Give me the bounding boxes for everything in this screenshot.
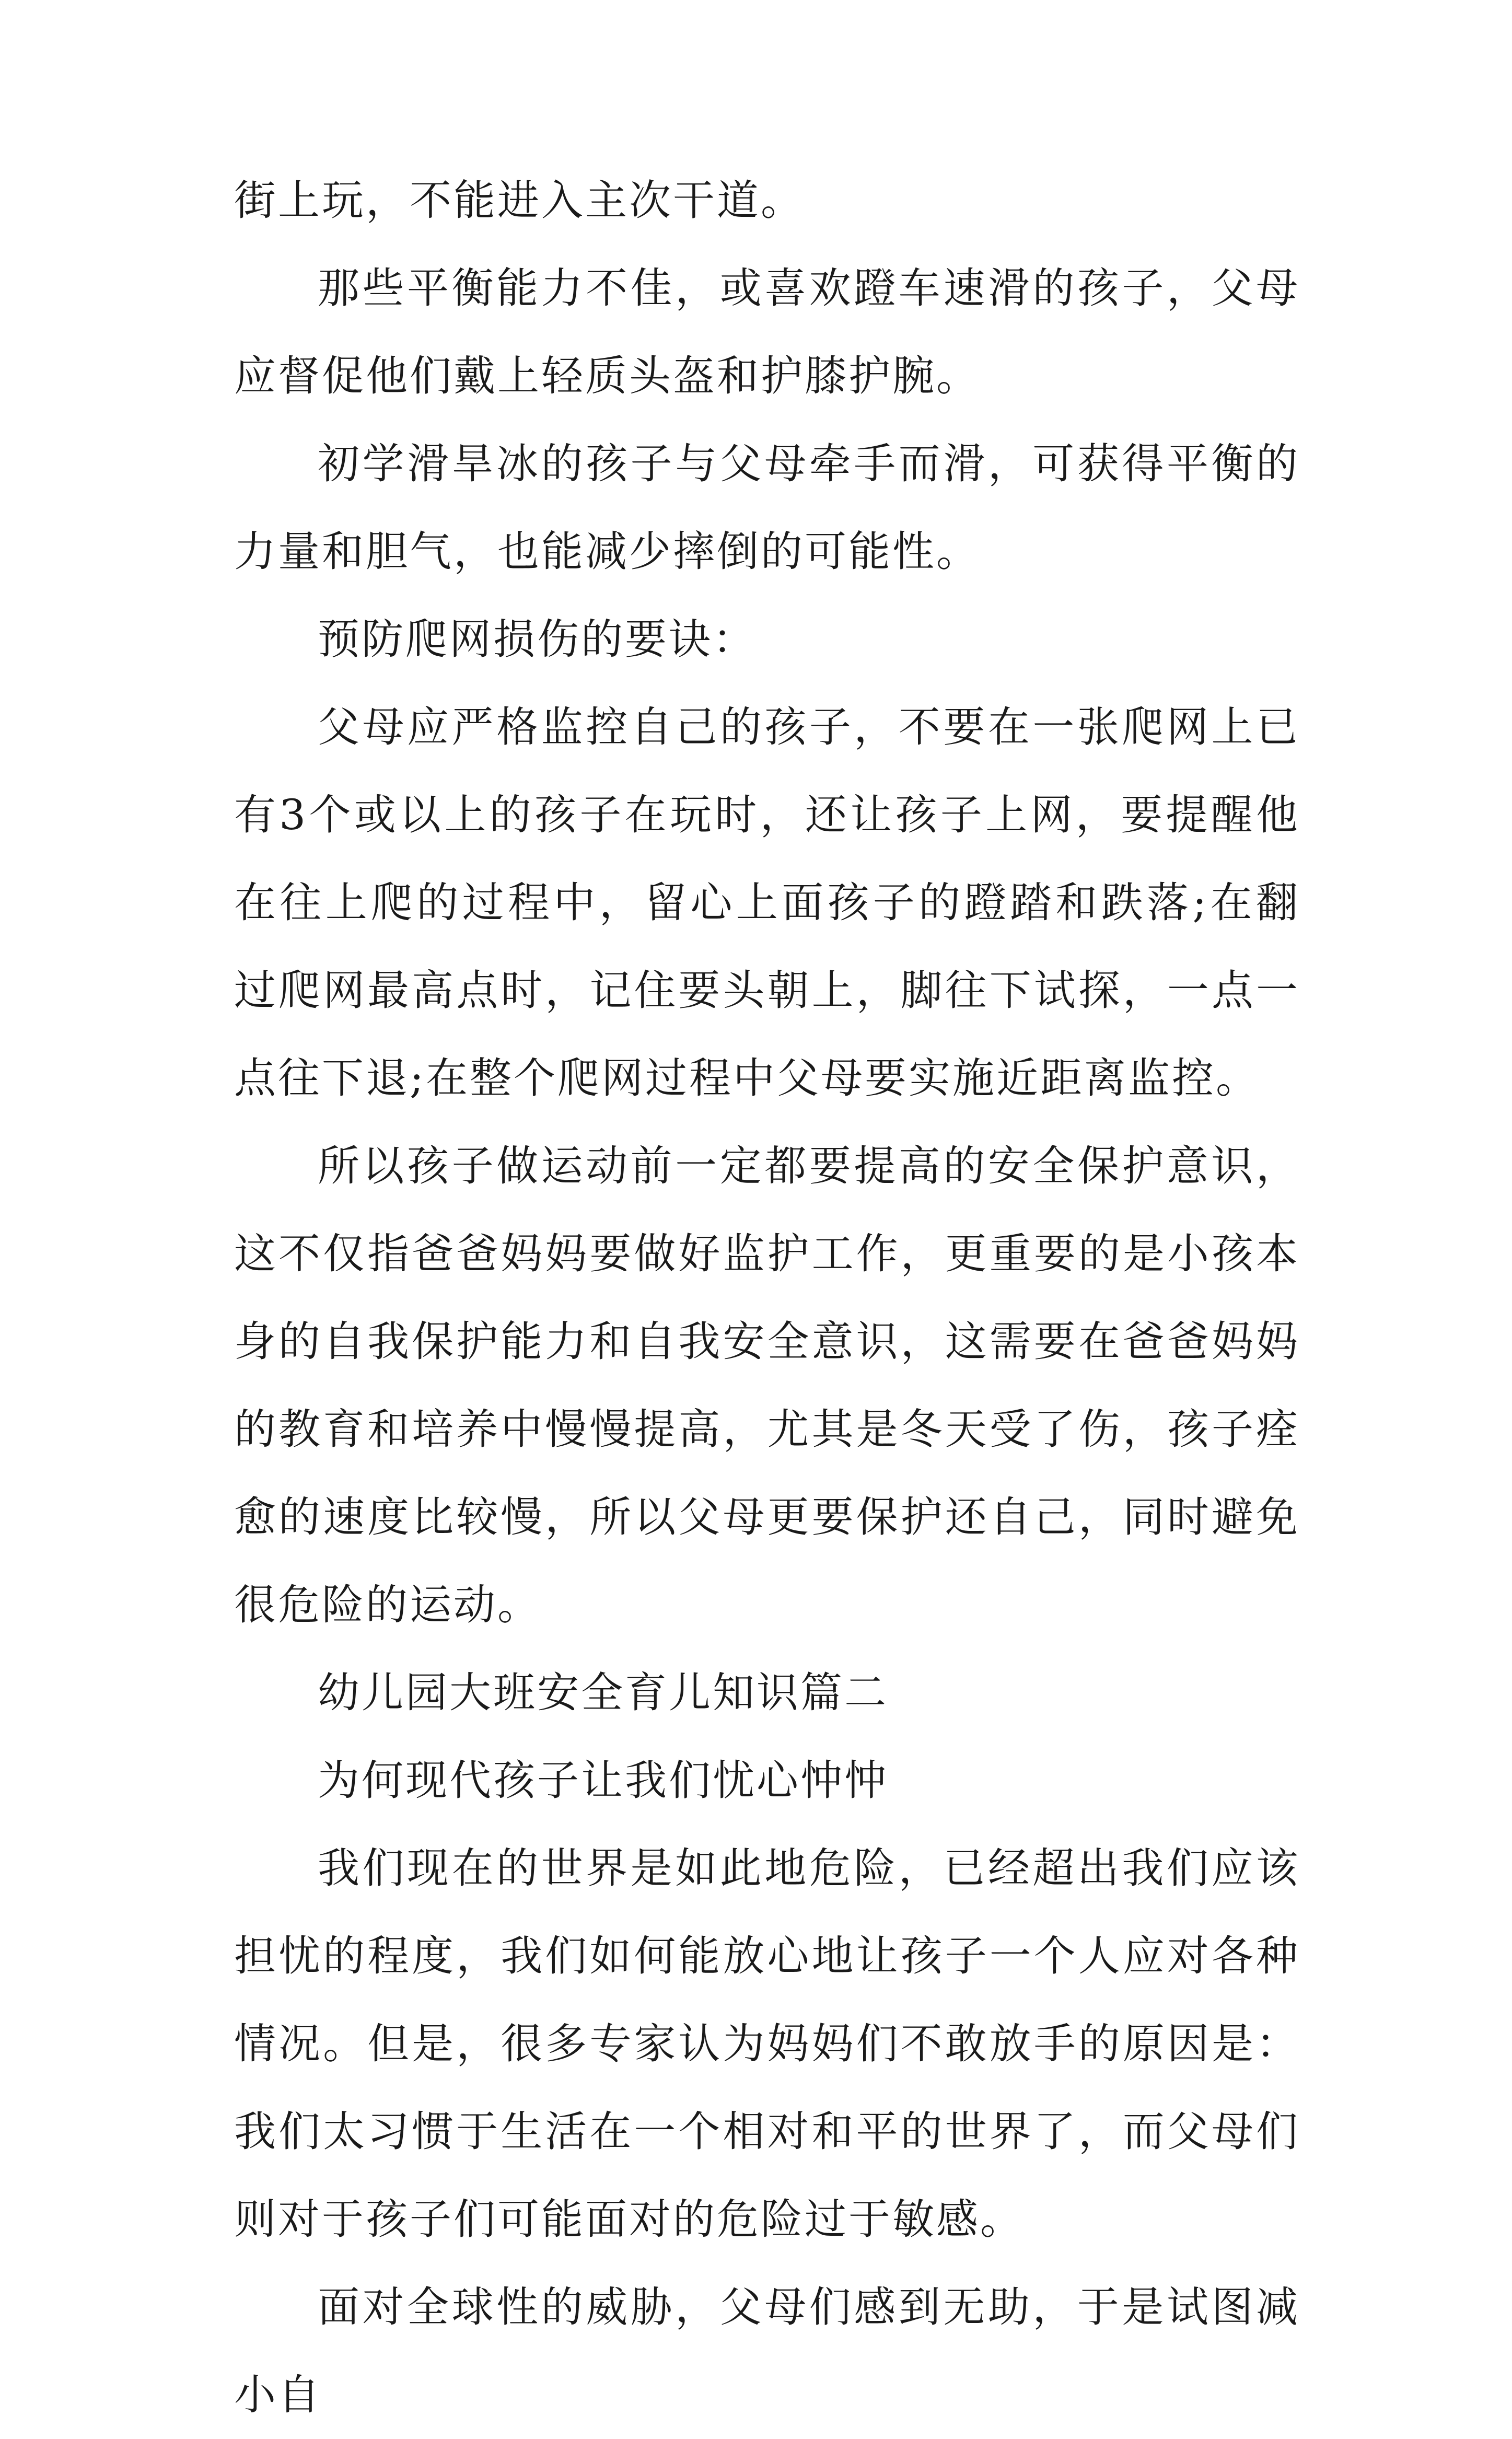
paragraph-6: 所以孩子做运动前一定都要提高的安全保护意识，这不仅指爸爸妈妈要做好监护工作，更重要的是小孩本身的自我保护能力和自我安全意识，这需要在爸爸妈妈的教育和培养中慢慢提高，尤其是冬天受了伤，孩子痊愈的速度比较慢，所以父母更要保护还自己，同时避免很危险的运动。	[234, 1142, 1300, 1629]
document-body	[234, 157, 1300, 2439]
paragraph-2: 那些平衡能力不佳，或喜欢蹬车速滑的孩子，父母应督促他们戴上轻质头盔和护膝护腕。	[234, 264, 1300, 400]
paragraph-4: 预防爬网损伤的要诀：	[318, 615, 757, 664]
paragraph-5: 父母应严格监控自己的孩子，不要在一张爬网上已有3个或以上的孩子在玩时，还让孩子上网，要提醒他在往上爬的过程中，留心上面孩子的蹬踏和跌落;在翻过爬网最高点时，记住要头朝上，脚往下试探，一点一点往下退;在整个爬网过程中父母要实施近距离监控。	[234, 703, 1300, 1102]
paragraph-9: 我们现在的世界是如此地危险，已经超出我们应该担忧的程度，我们如何能放心地让孩子一个人应对各种情况。但是，很多专家认为妈妈们不敢放手的原因是：我们太习惯于生活在一个相对和平的世界了，而父母们则对于孩子们可能面对的危险过于敏感。	[234, 1844, 1300, 2244]
sub-heading: 为何现代孩子让我们忧心忡忡	[318, 1756, 888, 1805]
section-heading: 幼儿园大班安全育儿知识篇二	[318, 1668, 888, 1717]
paragraph-10: 面对全球性的威胁，父母们感到无助，于是试图减小自	[234, 2283, 1300, 2419]
paragraph-1: 街上玩，不能进入主次干道。	[234, 176, 805, 225]
paragraph-3: 初学滑旱冰的孩子与父母牵手而滑，可获得平衡的力量和胆气，也能减少摔倒的可能性。	[234, 439, 1300, 576]
